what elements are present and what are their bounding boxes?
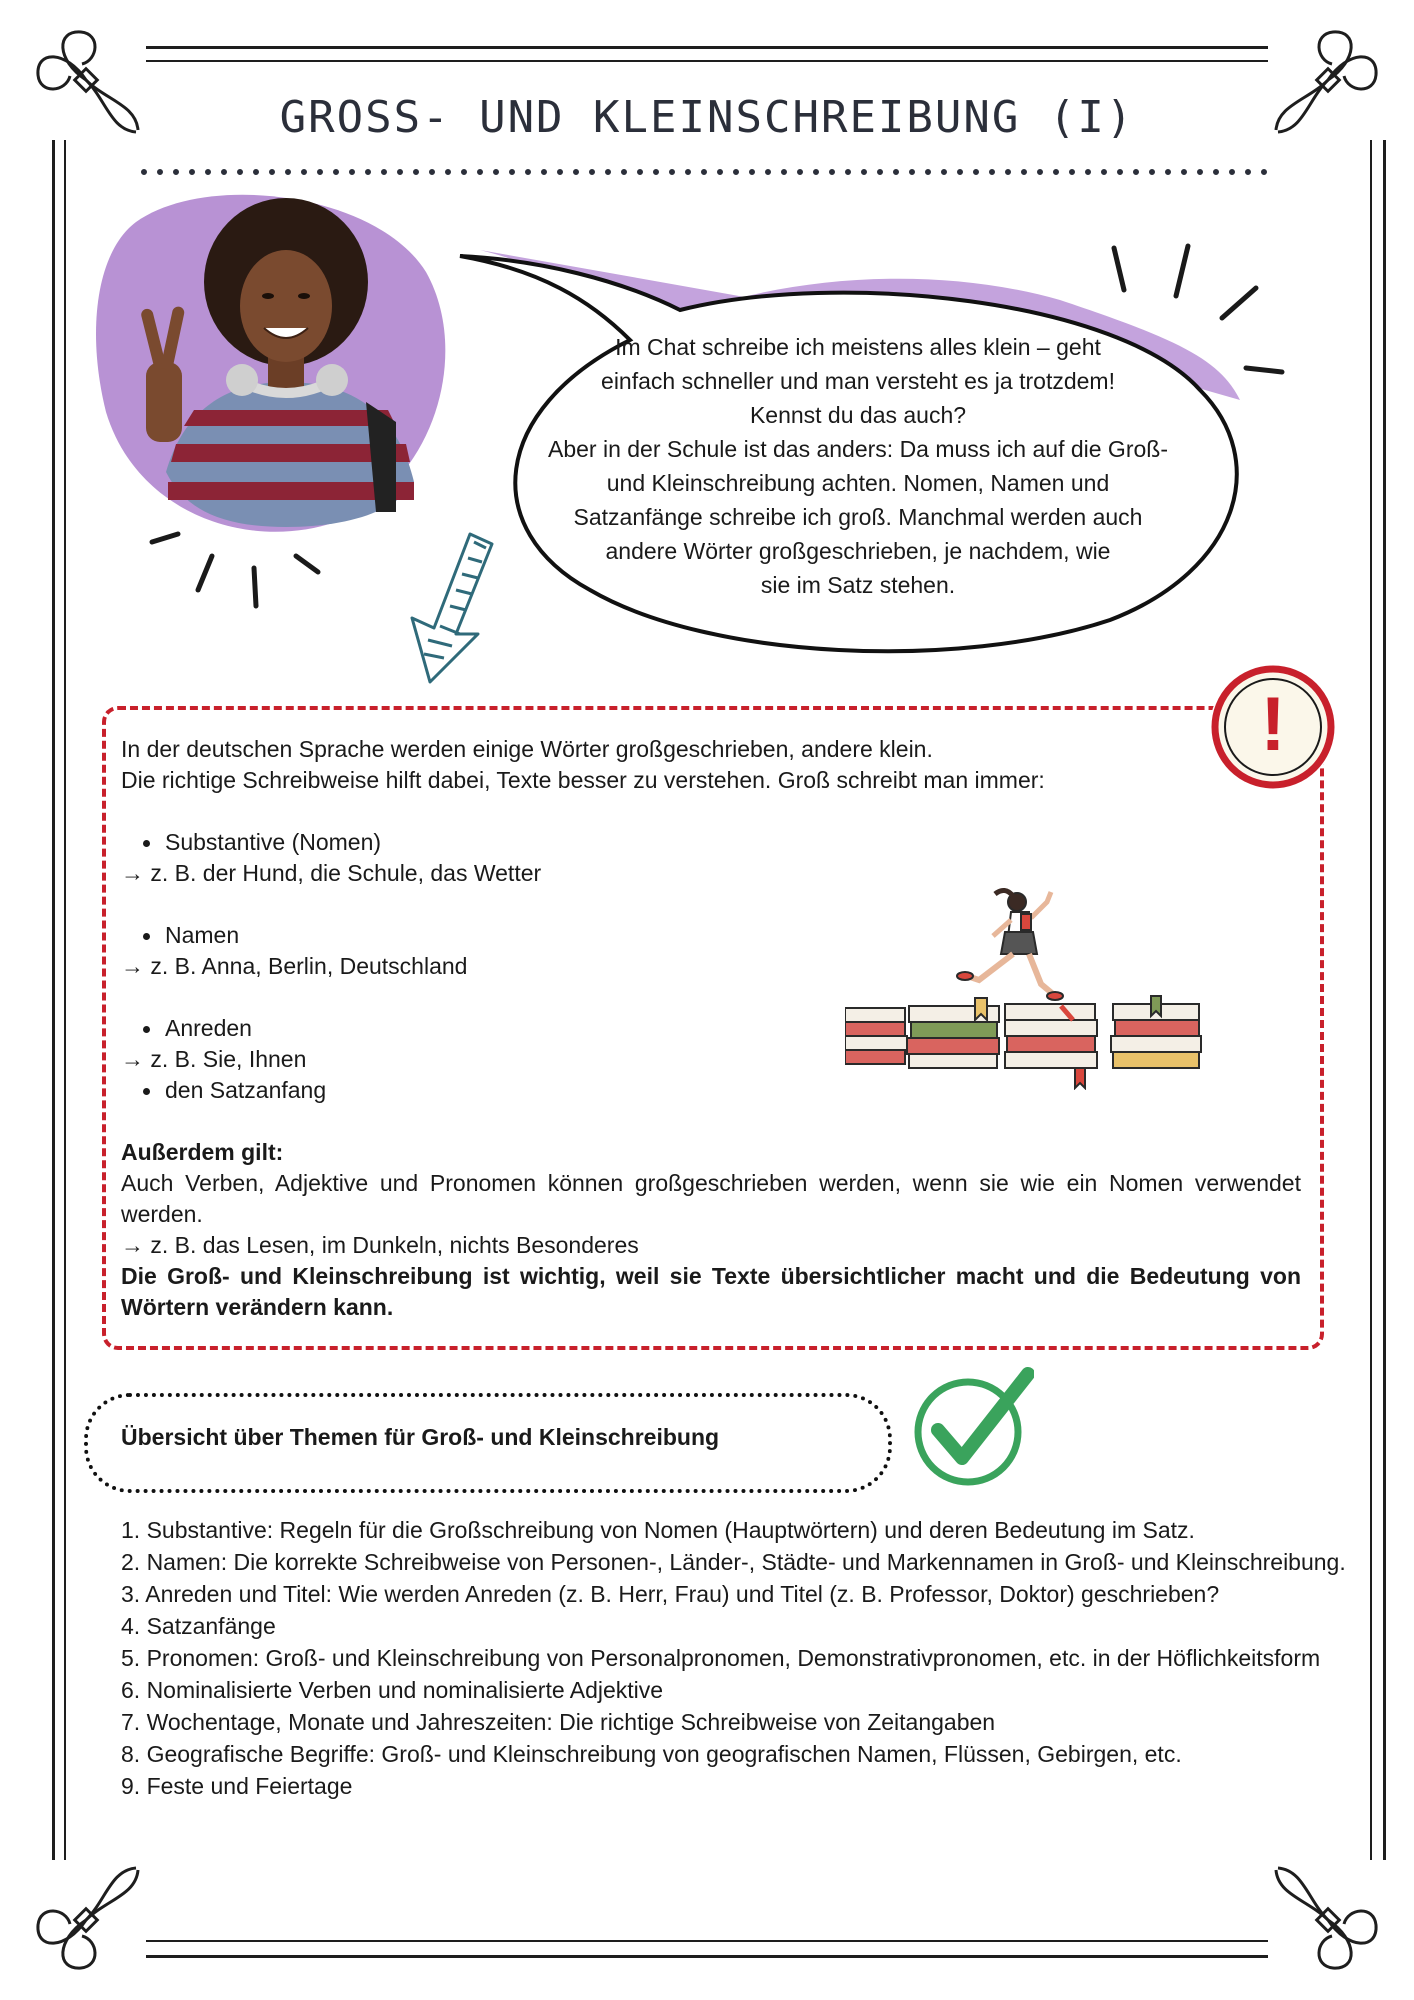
rule-example: → z. B. der Hund, die Schule, das Wetter bbox=[121, 860, 542, 886]
rule-example: → z. B. Anna, Berlin, Deutschland bbox=[121, 953, 468, 979]
student-portrait bbox=[96, 182, 456, 532]
list-item: 1. Substantive: Regeln für die Großschreibung von Nomen (Hauptwörtern) und deren Bedeutung im Satz. bbox=[121, 1517, 1195, 1543]
bubble-line: Satzanfänge schreibe ich groß. Manchmal werden auch bbox=[573, 504, 1143, 530]
rule-item: den Satzanfang bbox=[121, 1075, 1301, 1106]
corner-ornament-icon bbox=[26, 1860, 146, 1980]
checkmark-icon bbox=[912, 1366, 1034, 1488]
rule-item: Anreden bbox=[121, 1013, 1301, 1044]
page-title: GROSS- UND KLEINSCHREIBUNG (I) bbox=[279, 92, 1135, 143]
bubble-line: Im Chat schreibe ich meistens alles klein – geht bbox=[615, 334, 1101, 360]
rule-item: Namen bbox=[121, 920, 1301, 951]
bubble-line: Kennst du das auch? bbox=[749, 402, 967, 428]
speech-bubble-text bbox=[498, 330, 1218, 602]
bubble-line: und Kleinschreibung achten. Nomen, Namen und bbox=[606, 470, 1110, 496]
list-item: 2. Namen: Die korrekte Schreibweise von Personen-, Länder-, Städte- und Markennamen in Groß- und Kleinschreibung. bbox=[121, 1549, 1346, 1575]
list-item: 8. Geografische Begriffe: Groß- und Kleinschreibung von geografischen Namen, Flüssen, Gebirgen, etc. bbox=[121, 1741, 1182, 1767]
list-item: 9. Feste und Feiertage bbox=[121, 1773, 353, 1799]
intro-line: In der deutschen Sprache werden einige Wörter großgeschrieben, andere klein. bbox=[121, 736, 933, 762]
bubble-line: einfach schneller und man versteht es ja trotzdem! bbox=[601, 368, 1115, 394]
books-runner-illustration bbox=[845, 880, 1205, 1090]
bubble-line: Aber in der Schule ist das anders: Da muss ich auf die Groß- bbox=[547, 436, 1168, 462]
overview-title: Übersicht über Themen für Groß- und Kleinschreibung bbox=[121, 1424, 720, 1450]
topic-list bbox=[121, 1514, 1361, 1802]
title-dotted-underline bbox=[138, 166, 1278, 178]
down-arrow-icon bbox=[400, 530, 510, 690]
intro-line: Die richtige Schreibweise hilft dabei, Texte besser zu verstehen. Groß schreibt man immer: bbox=[121, 767, 1045, 793]
list-item: 4. Satzanfänge bbox=[121, 1613, 276, 1639]
conclusion-text: Die Groß- und Kleinschreibung ist wichtig, weil sie Texte übersichtlicher macht und die Bedeutung von Wörtern verändern kann. bbox=[121, 1263, 1301, 1320]
rule-item: Substantive (Nomen) bbox=[121, 827, 1301, 858]
also-text: Auch Verben, Adjektive und Pronomen können großgeschrieben werden, wenn sie wie ein Nomen verwendet werden. bbox=[121, 1170, 1301, 1227]
list-item: 6. Nominalisierte Verben und nominalisierte Adjektive bbox=[121, 1677, 664, 1703]
bubble-line: andere Wörter großgeschrieben, je nachdem, wie bbox=[605, 538, 1111, 564]
rule-example: → z. B. Sie, Ihnen bbox=[121, 1046, 307, 1072]
list-item: 5. Pronomen: Groß- und Kleinschreibung von Personalpronomen, Demonstrativpronomen, etc. in der Höflichkeitsform bbox=[121, 1645, 1321, 1671]
list-item: 3. Anreden und Titel: Wie werden Anreden (z. B. Herr, Frau) und Titel (z. B. Professor, Doktor) geschrieben? bbox=[121, 1581, 1220, 1607]
corner-ornament-icon bbox=[1268, 1860, 1388, 1980]
also-example: → z. B. das Lesen, im Dunkeln, nichts Besonderes bbox=[121, 1232, 639, 1258]
list-item: 7. Wochentage, Monate und Jahreszeiten: Die richtige Schreibweise von Zeitangaben bbox=[121, 1709, 996, 1735]
warning-symbol: ! bbox=[1260, 682, 1286, 767]
also-heading: Außerdem gilt: bbox=[121, 1139, 284, 1165]
bubble-line: sie im Satz stehen. bbox=[760, 572, 956, 598]
